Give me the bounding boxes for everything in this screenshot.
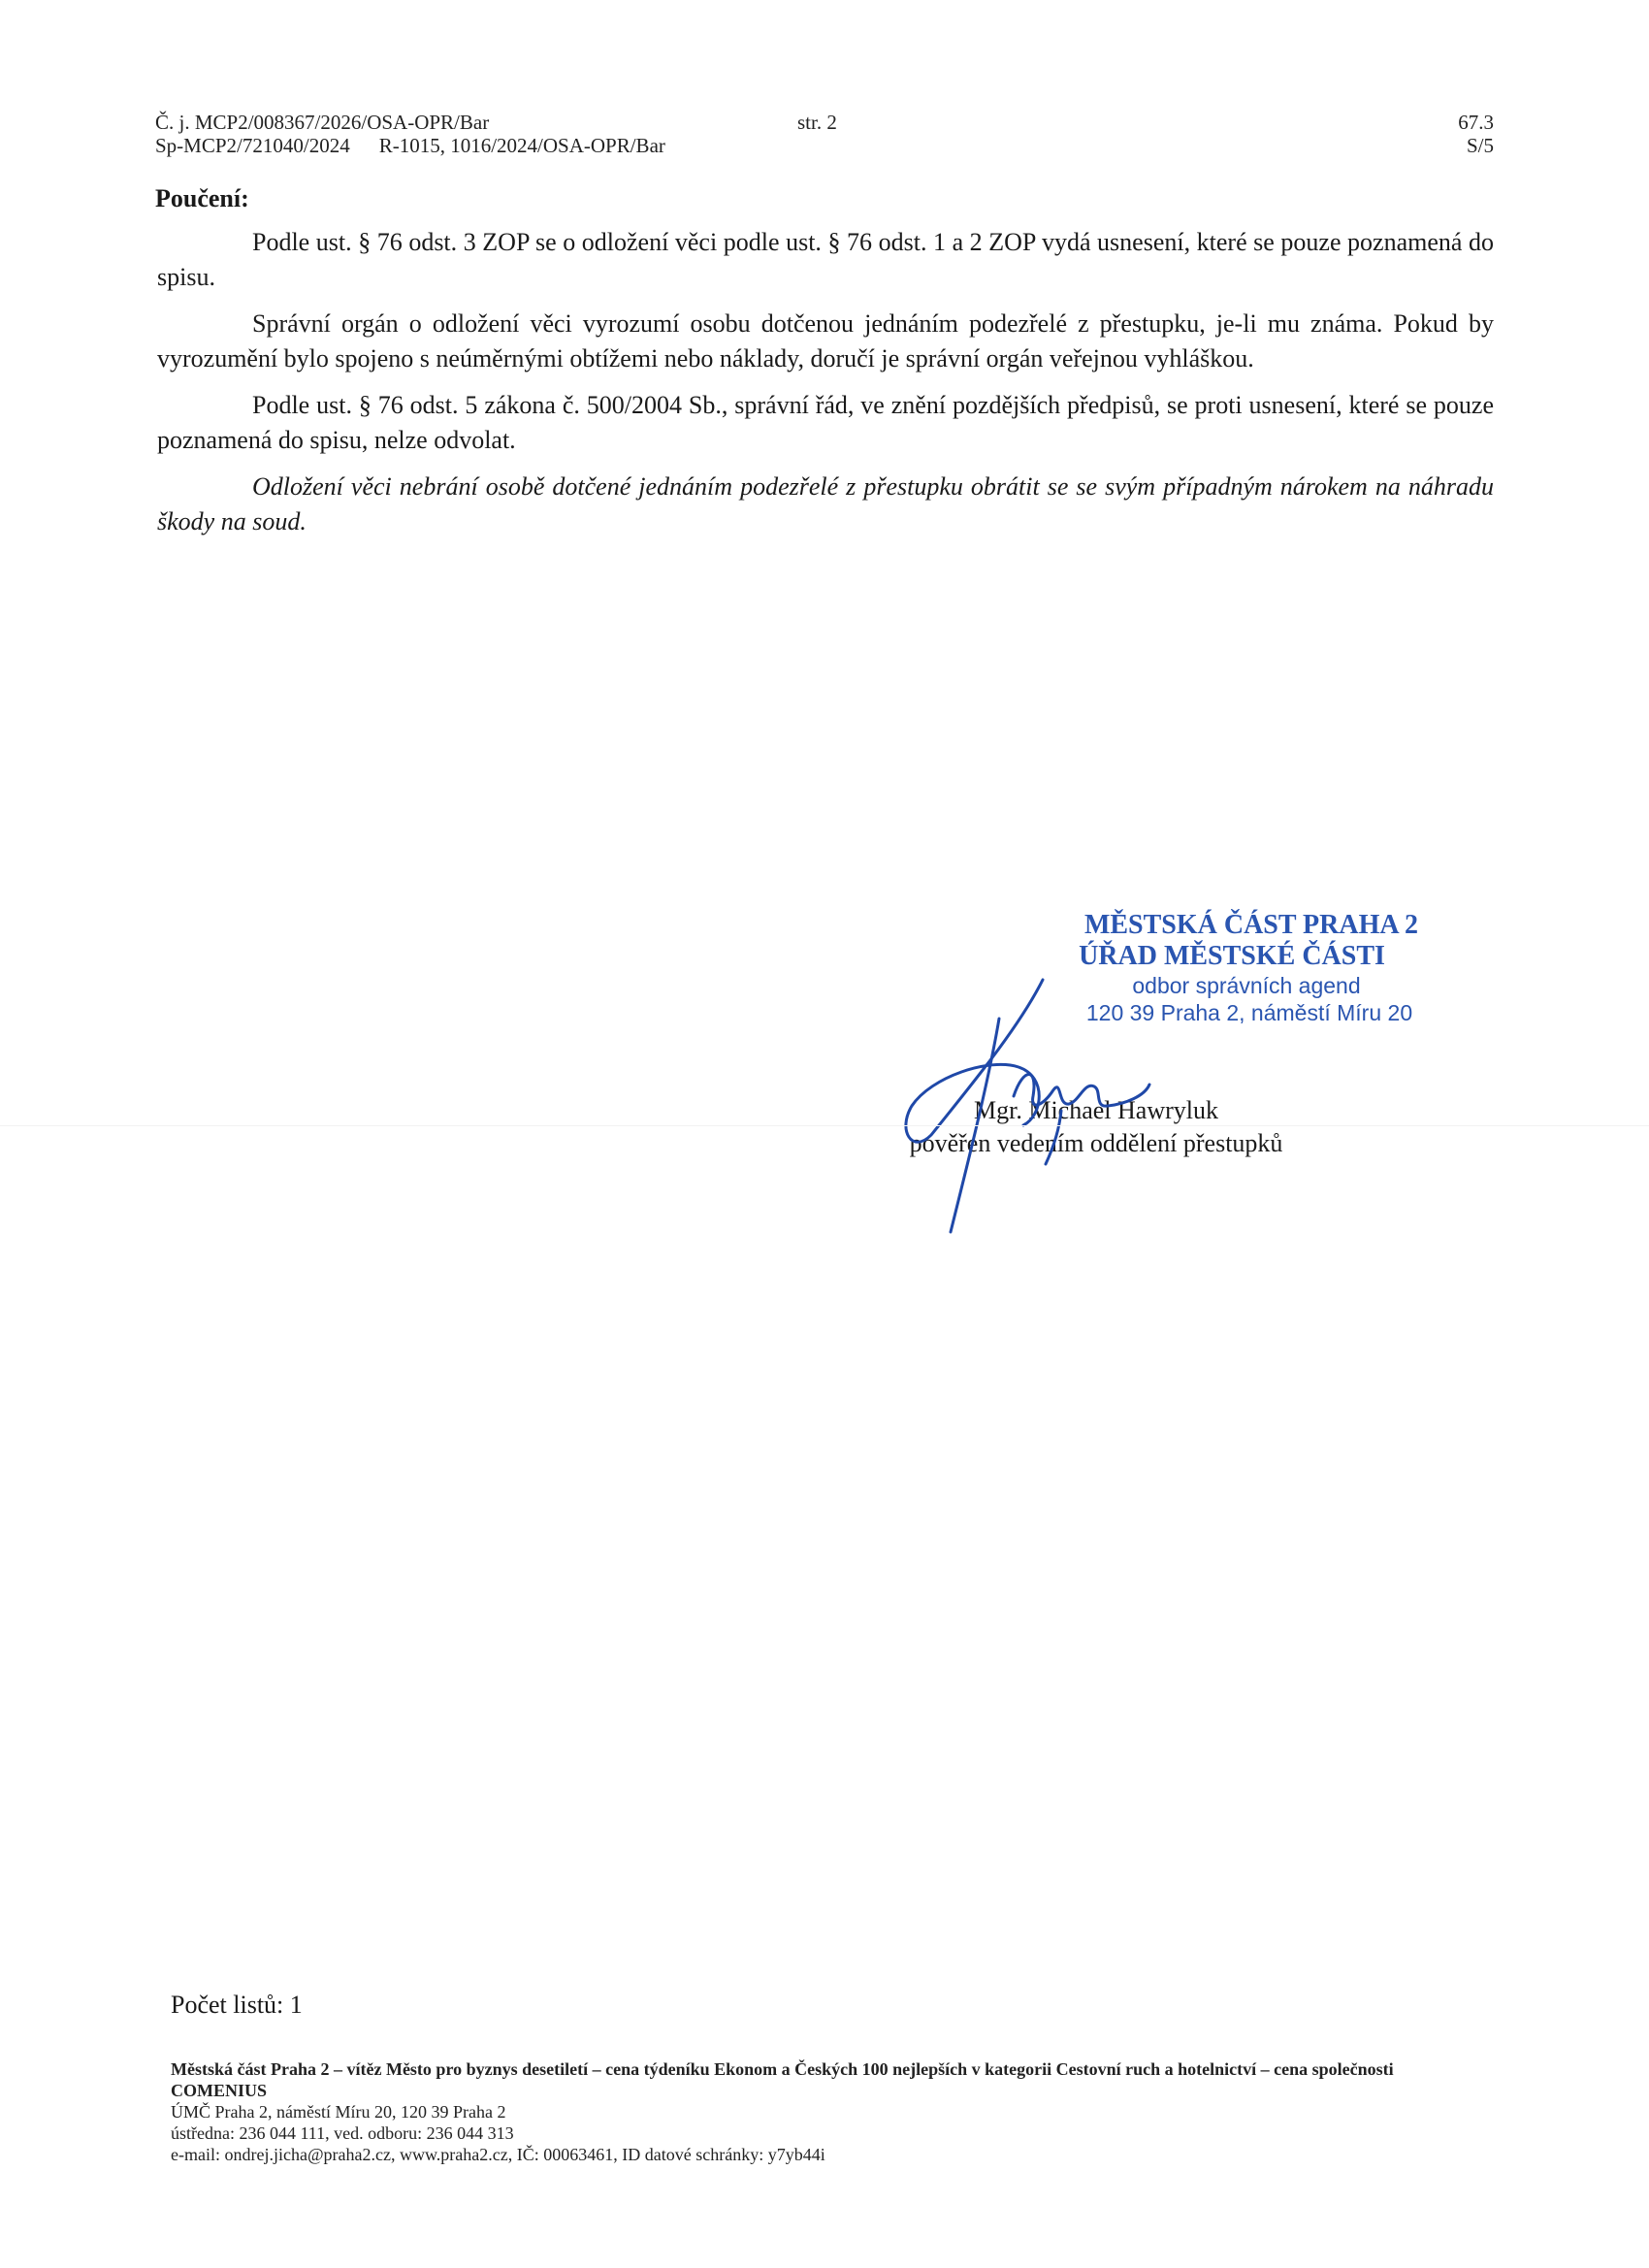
stamp-line: 120 39 Praha 2, náměstí Míru 20 xyxy=(1085,1000,1413,1025)
handwritten-signature xyxy=(854,960,1164,1242)
footer-award-text: Městská část Praha 2 – vítěz Město pro byznys desetiletí – cena týdeníku Ekonom a Českých 100 nejlepších v kategorii Cestovní ruch a hotelnictví – cena společnosti COMENIUS xyxy=(171,2059,1394,2100)
paragraph: Podle ust. § 76 odst. 5 zákona č. 500/2004 Sb., správní řád, ve znění pozdějších předpisů, se proti usnesení, které se pouze poznamená do spisu, nelze odvolat. xyxy=(157,391,1494,454)
archive-code: 67.3 xyxy=(1458,111,1494,134)
stamp-line: ÚŘAD MĚSTSKÉ ČÁSTI xyxy=(1079,941,1385,971)
instruction-text xyxy=(157,225,1494,551)
page-number: str. 2 xyxy=(797,111,837,134)
paragraph: Podle ust. § 76 odst. 3 ZOP se o odložení věci podle ust. § 76 odst. 1 a 2 ZOP vydá usnesení, které se pouze poznamená do spisu. xyxy=(157,228,1494,291)
signer-name: Mgr. Michael Hawryluk xyxy=(973,1096,1218,1124)
file-reference: Sp-MCP2/721040/2024 xyxy=(155,134,350,157)
register-reference: R-1015, 1016/2024/OSA-OPR/Bar xyxy=(378,134,665,157)
file-reference-row xyxy=(155,134,665,157)
stamp-line: MĚSTSKÁ ČÁST PRAHA 2 xyxy=(1083,910,1419,940)
paragraph: Správní orgán o odložení věci vyrozumí osobu dotčenou jednáním podezřelé z přestupku, je-li mu známa. Pokud by vyrozumění bylo spojeno s neúměrnými obtížemi nebo náklady, doručí je správní orgán veřejnou vyhláškou. xyxy=(157,309,1494,373)
paragraph: Odložení věci nebrání osobě dotčené jednáním podezřelé z přestupku obrátit se se svým případným nárokem na náhradu škody na soud. xyxy=(157,472,1494,535)
case-reference: Č. j. MCP2/008367/2026/OSA-OPR/Bar xyxy=(155,111,490,134)
page-count: Počet listů: 1 xyxy=(171,1991,303,2019)
reference-numbers xyxy=(155,111,665,157)
shredding-code: S/5 xyxy=(1466,134,1494,157)
footer-phone: ústředna: 236 044 111, ved. odboru: 236 044 313 xyxy=(171,2123,514,2143)
section-heading: Poučení: xyxy=(155,184,249,212)
footer-contact: e-mail: ondrej.jicha@praha2.cz, www.praha2.cz, IČ: 00063461, ID datové schránky: y7yb44i xyxy=(171,2145,825,2164)
footer-address: ÚMČ Praha 2, náměstí Míru 20, 120 39 Praha 2 xyxy=(171,2102,506,2122)
stamp-line: odbor správních agend xyxy=(1132,973,1361,998)
footer xyxy=(171,2058,1451,2165)
signer-role: pověřen vedením oddělení přestupků xyxy=(909,1129,1283,1157)
archive-codes xyxy=(1358,111,1494,157)
scan-fold-line xyxy=(0,1125,1649,1126)
